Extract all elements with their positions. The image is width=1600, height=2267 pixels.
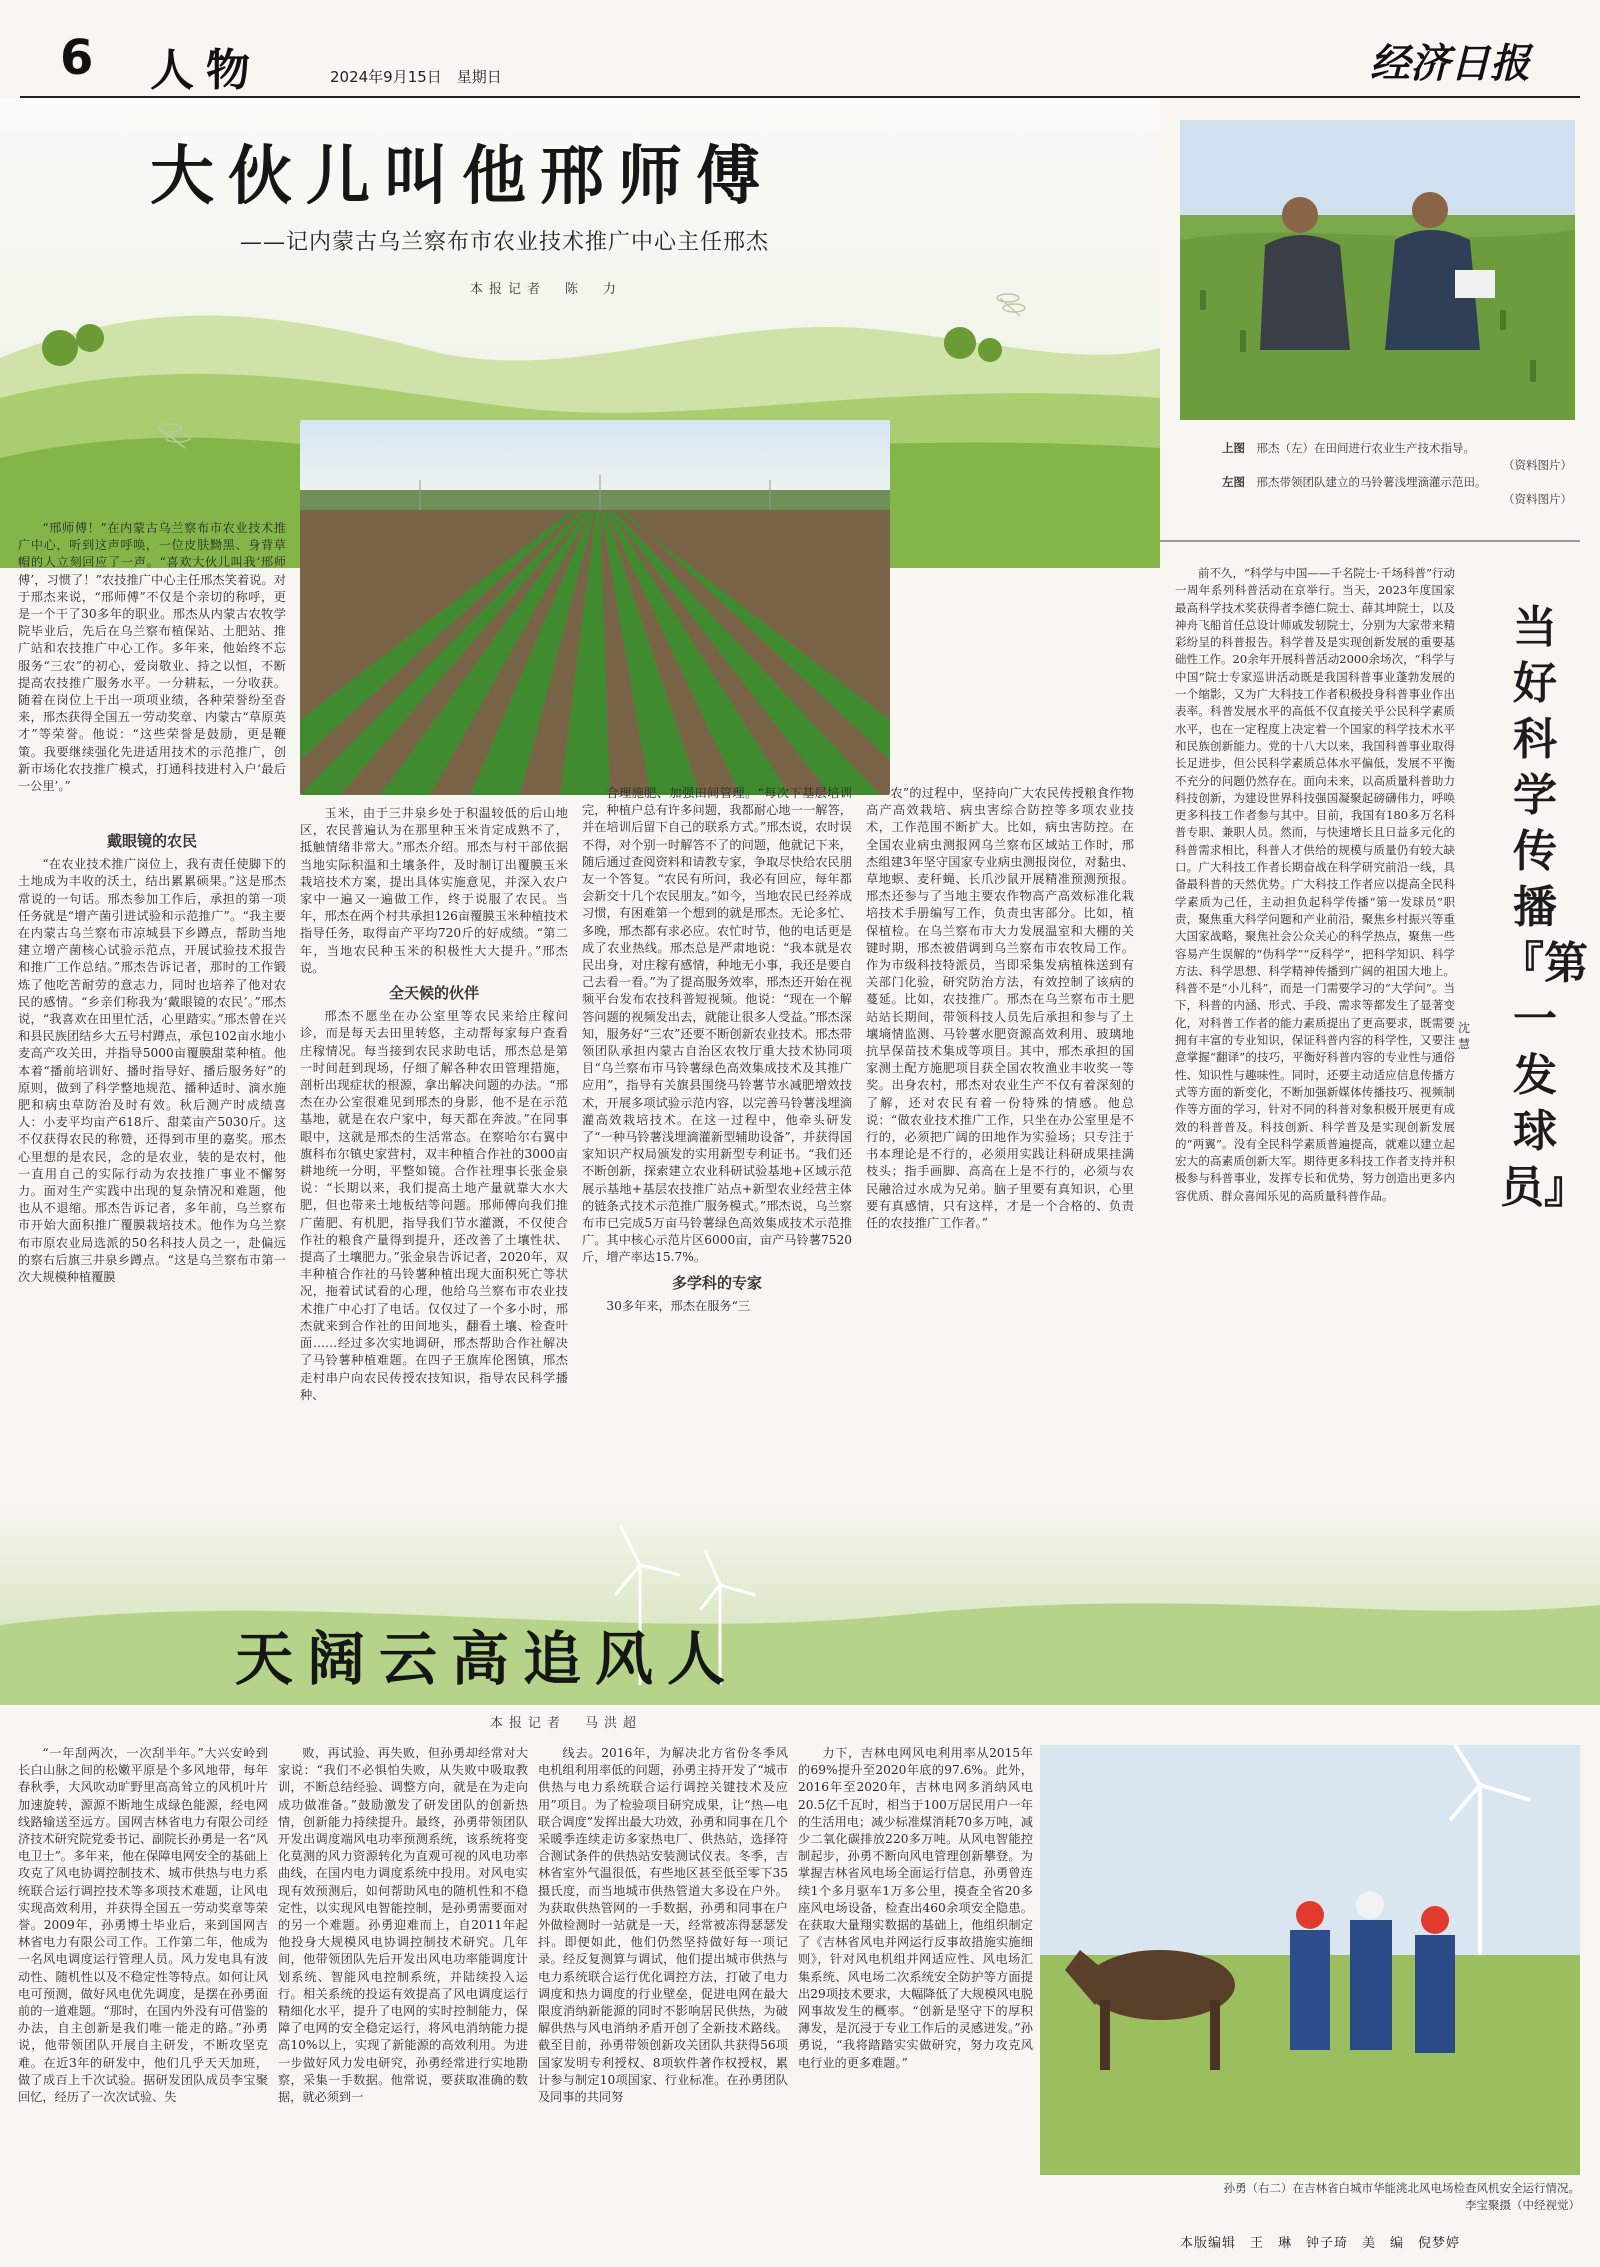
subheading: 戴眼镜的农民 — [106, 832, 197, 850]
photo-caption-bottom — [1040, 2180, 1580, 2214]
paragraph: “在农业技术推广岗位上，我有责任使脚下的土地成为丰收的沃土，结出累累硕果。”这是邢杰常说的一句话。邢杰参加工作后，承担的第一项任务就是“增产菌引进试验和示范推广”。“我主要在内蒙古乌兰察布市凉城县下乡蹲点，帮助当地建立增产菌核心试验示范点，开展试验技术报告和推广工作总结。”邢杰告诉记者，那时的工作锻炼了他吃苦耐劳的意志力，同时也培养了他对农民的感情。“乡亲们称我为‘戴眼镜的农民’。”邢杰说，“我喜欢在田里忙活，心里踏实。”邢杰曾在兴和县民族团结乡大五号村蹲点，承包102亩水地小麦高产攻关田，并指导5000亩覆膜甜菜种植。他本着“播前培训好、播时指导好、播后服务好”的原则，做到了科学整地规范、播种适时、滴水施肥和病虫草防治及时有效。秋后测产时成绩喜人：小麦平均亩产618斤、甜菜亩产5030斤。这不仅获得农民的称赞，还得到市里的嘉奖。邢杰心里想的是农民，念的是农业，装的是农村，他一直用自己的实际行动为农技推广事业不懈努力。面对生产实践中出现的复杂情况和难题，他也从不退缩。邢杰告诉记者，多年前，乌兰察布市开始大面积推广覆膜栽培技术。他作为乌兰察布市原农业局选派的50名科技人员之一，赴偏远的察右后旗三井泉乡蹲点。“这是乌兰察布市第一次大规模种植覆膜 — [18, 857, 286, 1285]
subheading: 全天候的伙伴 — [388, 984, 479, 1003]
caption-text: 邢杰（左）在田间进行农业生产技术指导。 — [1256, 441, 1475, 455]
article2-column-2 — [278, 1745, 528, 2250]
article1-column-2 — [300, 805, 568, 1520]
editors-line: 本版编辑 王 琳 钟子琦 美 编 倪梦婷 — [1180, 2236, 1461, 2251]
article1-column-1a — [18, 520, 286, 820]
page-number: 6 — [60, 30, 94, 86]
masthead-logo: 经济日报 — [1370, 40, 1530, 87]
paragraph: 力下，吉林电网风电利用率从2015年的69%提升至2020年底的97.6%。此外，2016年至2020年，吉林电网多消纳风电20.5亿千瓦时，相当于100万居民用户一年的生活用电；减少标准煤消耗70多万吨，减少二氧化碳排放220多万吨。从风电智能控制起步，孙勇不断向风电管理创新攀登。为掌握吉林省风电场全面运行信息，孙勇曾连续1个多月驱车1万多公里，摸查全省20多座风电场设备，检查出460余项安全隐患。在获取大量翔实数据的基础上，他组织制定了《吉林省风电并网运行反事故措施实施细则》，针对风电机组并网适应性、风电场汇集系统、风电场二次系统安全防护等方面提出29项技术要求，大幅降低了大规模风电脱网事故发生的概率。“创新是坚守下的厚积薄发，是沉浸于专业工作后的灵感迸发。”孙勇说，“我将踏踏实实做研究，努力攻克风电行业的更多难题。” — [798, 1746, 1033, 2070]
essay-author: 沈 慧 — [1458, 1021, 1483, 1051]
paragraph: 农”的过程中，坚持向广大农民传授粮食作物高产高效栽培、病虫害综合防控等多项农业技术，工作范围不断扩大。比如，病虫害防控。在全国农业病虫测报网乌兰察布区域站工作时，邢杰组建3年坚守国家专业病虫测报岗位，对黏虫、草地螟、麦秆蝇、长爪沙鼠开展精准预测预报。邢杰还参与了当地主要农作物高产高效标准化栽培技术手册编写工作，负责虫害部分。比如，植保植检。在乌兰察布市大力发展温室和大棚的关键时期，邢杰被借调到乌兰察布市农牧局工作。作为市级科技特派员，当即采集发病植株送到有关部门化验，研究防治方法，有效控制了该病的蔓延。比如，农技推广。邢杰在乌兰察布市土肥站站长期间，带领科技人员先后承担和参与了土壤墒情监测、马铃薯水肥资源高效利用、玻璃地抗旱保苗技术集成等项目。其中，邢杰承担的国家测土配方施肥项目获全国农牧渔业丰收奖一等奖。出身农村，邢杰对农业生产不仅有着深刻的了解，还对农民有着一份特殊的情感。他总说：“做农业技术推广工作，只坐在办公室里是不行的，必须把广阔的田地作为实验场；只专注于书本理论是不行的，必须用实践让科研成果挂满枝头；指手画脚、高高在上是不行的，必须与农民融洽过水成为兄弟。脑子里要有真知识，心里要有真感情，只有这样，才是一个合格的、负责任的农技推广工作者。” — [866, 786, 1134, 1231]
article2-title: 天阔云高追风人 — [235, 1625, 740, 1693]
subheading: 多学科的专家 — [671, 1273, 762, 1292]
paragraph: 邢杰不愿坐在办公室里等农民来给庄稼问诊，而是每天去田里转悠，主动帮每家每户查看庄稼情况。每当接到农民求助电话，邢杰总是第一时间赶到现场，仔细了解各种农田管理措施，剖析出现症状的根源，拿出解决问题的办法。“邢杰在办公室很难见到邢杰的身影，他不是在示范基地，就是在农户家中，每天都在奔波。”在同事眼中，这就是邢杰的生活常态。在察哈尔右翼中旗科布尔镇史家营村，双丰种植合作社的3000亩耕地统一分明，平整如镜。合作社理事长张金泉说：“长期以来，我们提高土地产量就靠大水大肥，但也带来土地板结等问题。邢师傅向我们推广菌肥、有机肥，指导我们节水灌溉，不仅使合作社的粮食产量得到提升，还改善了土壤性状、提高了土壤肥力。”张金泉告诉记者，2020年，双丰种植合作社的马铃薯种植出现大面积死亡等状况，拖着试试看的心理，他给乌兰察布市农业技术推广中心打了电话。仅仅过了一个多小时，邢杰就来到合作社的田间地头，翻看土壤、检查叶面……经过多次实地调研，邢杰帮助合作社解决了马铃薯种植难题。在四子王旗库伦图镇，邢杰走村串户向农民传授农技知识，指导农民科学播种、 — [300, 1009, 568, 1402]
page-header — [0, 10, 1600, 96]
essay-column-1 — [1175, 565, 1455, 1300]
caption-label: 上图 — [1222, 441, 1245, 455]
article1-column-3 — [582, 785, 852, 1520]
essay-text: 前不久，“科学与中国——千名院士·千场科普”行动一周年系列科普活动在京举行。当天，2023年度国家最高科学技术奖获得者李德仁院士、薛其坤院士，以及神舟飞船首任总设计师戚发轫院士，分别为大家带来精彩纷呈的科普报告。科学普及是实现创新发展的重要基础性工作。20余年开展科普活动2000余场次，“科学与中国”院士专家巡讲活动既是我国科普事业蓬勃发展的一个缩影，又为广大科技工作者积极投身科普事业作出表率。科普发展水平的高低不仅直接关乎公民科学素质水平，也在一定程度上决定着一个国家的科学技术水平和民族创新能力。党的十八大以来，我国科普事业取得长足进步，但公民科学素质总体水平偏低，发展不平衡不充分的问题仍然存在。面向未来，以高质量科普助力科技创新，为建设世界科技强国凝聚起磅礴伟力，呼唤更多科技工作者参与其中。目前，我国有180多万名科普专职、兼职人员。然而，与快速增长且日益多元化的科普需求相比，科普人才供给的规模与质量仍有较大缺口。广大科技工作者长期奋战在科学研究前沿一线，具备最科普的天然优势。广大科技工作者应以提高全民科学素质为己任，主动担负起科学传播“第一发球员”职责，聚焦重大科学问题和产业前沿，聚焦乡村振兴等重大国家战略，聚焦社会公众关心的科学热点，聚焦一些容易产生误解的“伪科学”“反科学”，把科学知识、科学方法、科学思想、科学精神传播到广阔的祖国大地上。科普不是“小儿科”，而是一门需要学习的“大学问”。当下，科普的内涵、形式、手段、需求等都发生了显著变化，对科普工作者的能力素质提出了更高要求，既需要拥有丰富的专业知识，保证科普内容的科学性，又要注意掌握“翻译”的技巧，平衡好科普内容的专业性与通俗性、知识性与趣味性。同时，还要主动适应信息传播方式等方面的新变化，不断加强新媒体传播技巧、视频制作等方面的学习，针对不同的科普对象积极开展更有成效的科普普及。科技创新、科学普及是实现创新发展的“两翼”。没有全民科学素质普遍提高，就难以建立起宏大的高素质创新大军。期待更多科技工作者支持并积极参与科普事业，发挥专长和优势，努力创造出更多内容优质、群众喜闻乐见的高质量科普作品。 — [1175, 566, 1455, 1203]
caption-source: 李宝聚摄（中经视觉） — [1465, 2198, 1580, 2212]
paragraph: “一年刮两次，一次刮半年。”大兴安岭到长白山脉之间的松嫩平原是个多风地带，每年春秋季，大风吹动旷野里高高耸立的风机叶片加速旋转，源源不断地生成绿色能源，经电网线路输送至远方。国网吉林省电力有限公司经济技术研究院党委书记、副院长孙勇是一名“风电卫士”。多年来，他在保障电网安全的基础上攻克了风电协调控制技术、城市供热与电力系统联合运行调控技术等多项技术难题，让风电实现高效利用，并获得全国五一劳动奖章等荣誉。2009年，孙勇博士毕业后，来到国网吉林省电力有限公司工作。工作第二年，他成为一名风电调度运行管理人员。风力发电具有波动性、随机性以及不稳定性等特点。如何让风电可预测，做好风电优先调度，是摆在孙勇面前的一道难题。“那时，在国内外没有可借鉴的办法，自主创新是我们唯一能走的路。”孙勇说，他带领团队开展自主研发，不断攻坚克难。在近3年的研发中，他们几乎天天加班，做了成百上千次试验。据研发团队成员李宝聚回忆，经历了一次次试验、失 — [18, 1746, 268, 2105]
essay-title: 当好科学传播『第一发球员』 — [1500, 602, 1588, 1213]
issue-date: 2024年9月15日 星期日 — [330, 68, 502, 86]
paragraph: “邢师傅！”在内蒙古乌兰察布市农业技术推广中心，听到这声呼唤，一位皮肤黝黑、身背草帽的人立刻回应了一声。“喜欢大伙儿叫我‘邢师傅’，习惯了！”农技推广中心主任邢杰笑着说。对于邢杰来说，“邢师傅”不仅是个亲切的称呼，更是一个干了30多年的职业。邢杰从内蒙古农牧学院毕业后，先后在乌兰察布植保站、土肥站、推广站和农技推广中心工作。多年来，他始终不忘服务“三农”的初心，爱岗敬业、持之以恒，不断提高农技推广服务水平。一分耕耘，一分收获。随着在岗位上干出一项项业绩，各种荣誉纷至沓来，邢杰获得全国五一劳动奖章、内蒙古“草原英才”等荣誉。他说：“这些荣誉是鼓励，更是鞭策。我要继续强化先进适用技术的示范推广，创新市场化农技推广模式，打通科技进村入户‘最后一公里’。” — [18, 521, 286, 794]
dragonfly-icon — [997, 294, 1025, 316]
section-name: 人物 — [150, 45, 262, 96]
caption-label: 左图 — [1222, 475, 1245, 489]
article1-column-1b — [18, 825, 286, 1520]
article2-column-4 — [798, 1745, 1033, 2250]
article1-title: 大伙儿叫他邢师傅 — [150, 139, 774, 214]
potato-field-photo — [300, 420, 890, 795]
caption-text: 邢杰带领团队建立的马铃薯浅埋滴灌示范田。 — [1256, 475, 1487, 489]
field-guidance-photo — [1180, 120, 1575, 420]
article1-column-4 — [866, 785, 1134, 1405]
paragraph: 败，再试验、再失败，但孙勇却经常对大家说：“我们不必惧怕失败，从失败中吸取教训，不断总结经验、调整方向，就是在为走向成功做准备。”鼓励激发了研发团队的创新热情，创新能力持续提升。最终，孙勇带领团队开发出调度端风电功率预测系统，该系统将变化莫测的风力资源转化为直观可视的风电功率曲线，在国内电力调度系统中投用。对风电实现有效预测后，如何帮助风电的随机性和不稳定性，以实现风电智能控制，是孙勇需要面对的另一个难题。孙勇迎难而上，自2011年起他投身大规模风电协调控制技术研究。几年间，他带领团队先后开发出风电功率能调度计划系统、智能风电控制系统，并陆续投入运行。相关系统的投运有效提高了风电调度运行精细化水平，提升了电网的实时控制能力，保障了电网的安全稳定运行，将风电消纳能力提高10%以上，实现了新能源的高效利用。为进一步做好风力发电研究，孙勇经常进行实地勘察，采集一手数据。他常说，要获取准确的数据，就必须到一 — [278, 1746, 528, 2105]
wind-farm-photo — [1040, 1745, 1580, 2175]
paragraph: 合理施肥、加强田间管理。“每次下基层培训完，种植户总有许多问题，我都耐心地一一解答，并在培训后留下自己的联系方式。”邢杰说，农时误不得，对个别一时解答不了的问题，他就记下来，随后通过查阅资料和请教专家，争取尽快给农民朋友一个答复。“农民有所问，我必有回应，每年都会新交十几个农民朋友。”如今，当地农民已经养成习惯，有困难第一个想到的就是邢杰。无论多忙、多晚，邢杰都有求必应。农忙时节，他的电话更是成了农业热线。邢杰总是严肃地说：“我本就是农民出身，对庄稼有感情，种地无小事，我还是要自己去看一看。”为了提高服务效率，邢杰还开始在视频平台发布农技科普短视频。他说：“现在一个解答问题的视频发出去，就能让很多人受益。”邢杰深知，服务好“三农”还要不断创新农业技术。邢杰带领团队承担内蒙古自治区农牧厅重大技术协同项目“乌兰察布市马铃薯绿色高效集成技术及其推广应用”，指导有关旗县围绕马铃薯节水减肥增效技术，开展多项试验示范内容，以完善马铃薯浅埋滴灌高效栽培技术。在这一过程中，他牵头研发了“一种马铃薯浅埋滴灌新型辅助设备”，并获得国家知识产权局颁发的实用新型专利证书。“我们还不断创新，探索建立农业科研试验基地+区域示范展示基地+基层农技推广站点+新型农业经营主体的链条式技术示范推广服务模式。”邢杰说，乌兰察布市已完成5万亩马铃薯绿色高效集成技术示范推广。其中核心示范片区6000亩，亩产马铃薯7520斤，增产率达15.7%。 — [582, 786, 852, 1265]
caption-source: （资料图片） — [1503, 458, 1572, 472]
article2-column-1 — [18, 1745, 268, 2250]
article2-byline: 本报记者 马洪超 — [490, 1716, 643, 1731]
photo-captions-top — [1222, 440, 1572, 508]
article1-subtitle: ——记内蒙古乌兰察布市农业技术推广中心主任邢杰 — [240, 230, 770, 255]
caption-text: 孙勇（右二）在吉林省白城市华能洮北风电场检查风机安全运行情况。 — [1223, 2181, 1580, 2195]
caption-source: （资料图片） — [1503, 492, 1572, 506]
paragraph: 线去。2016年，为解决北方省份冬季风电机组利用率低的问题，孙勇主持开发了“城市供热与电力系统联合运行调控关键技术及应用”项目。为了检验项目研究成果，让“热—电联合调度”发挥出最大功效，孙勇和同事在几个采暖季连续走访多家热电厂、供热站，选择符合测试条件的供热站安装测试仪表。冬季，吉林省室外气温很低，有些地区甚至低至零下35摄氏度，而当地城市供热管道大多设在户外。为获取供热管网的一手数据，孙勇和同事在户外做检测时一站就是一天，经常被冻得瑟瑟发抖。即便如此，他们仍然坚持做好每一项记录。经反复测算与调试，他们提出城市供热与电力系统联合运行优化调控方法，打破了电力调度和热力调度的行业壁垒，促进电网在最大限度消纳新能源的同时不影响居民供热，为破解供热与风电消纳矛盾开创了全新技术路线。截至目前，孙勇带领创新攻关团队共获得56项国家发明专利授权、8项软件著作权授权，累计参与制定10项国家、行业标准。在孙勇团队及同事的共同努 — [538, 1746, 788, 2105]
article1-byline: 本报记者 陈 力 — [470, 282, 623, 297]
paragraph: 30多年来，邢杰在服务“三 — [606, 1298, 751, 1313]
article2-column-3 — [538, 1745, 788, 2250]
paragraph: 玉米，由于三井泉乡处于积温较低的后山地区，农民普遍认为在那里种玉米肯定成熟不了，抵触情绪非常大。”邢杰介绍。邢杰与村干部依据当地实际积温和土壤条件，及时制订出覆膜玉米栽培技术方案，提出具体实施意见，并深入农户家中一遍又一遍做工作，终于说服了农民。当年，邢杰在两个村共承担126亩覆膜玉米种植技术指导任务，取得亩产平均720斤的好成绩。“第二年，当地农民种玉米的积极性大大提升。”邢杰说。 — [300, 806, 568, 975]
